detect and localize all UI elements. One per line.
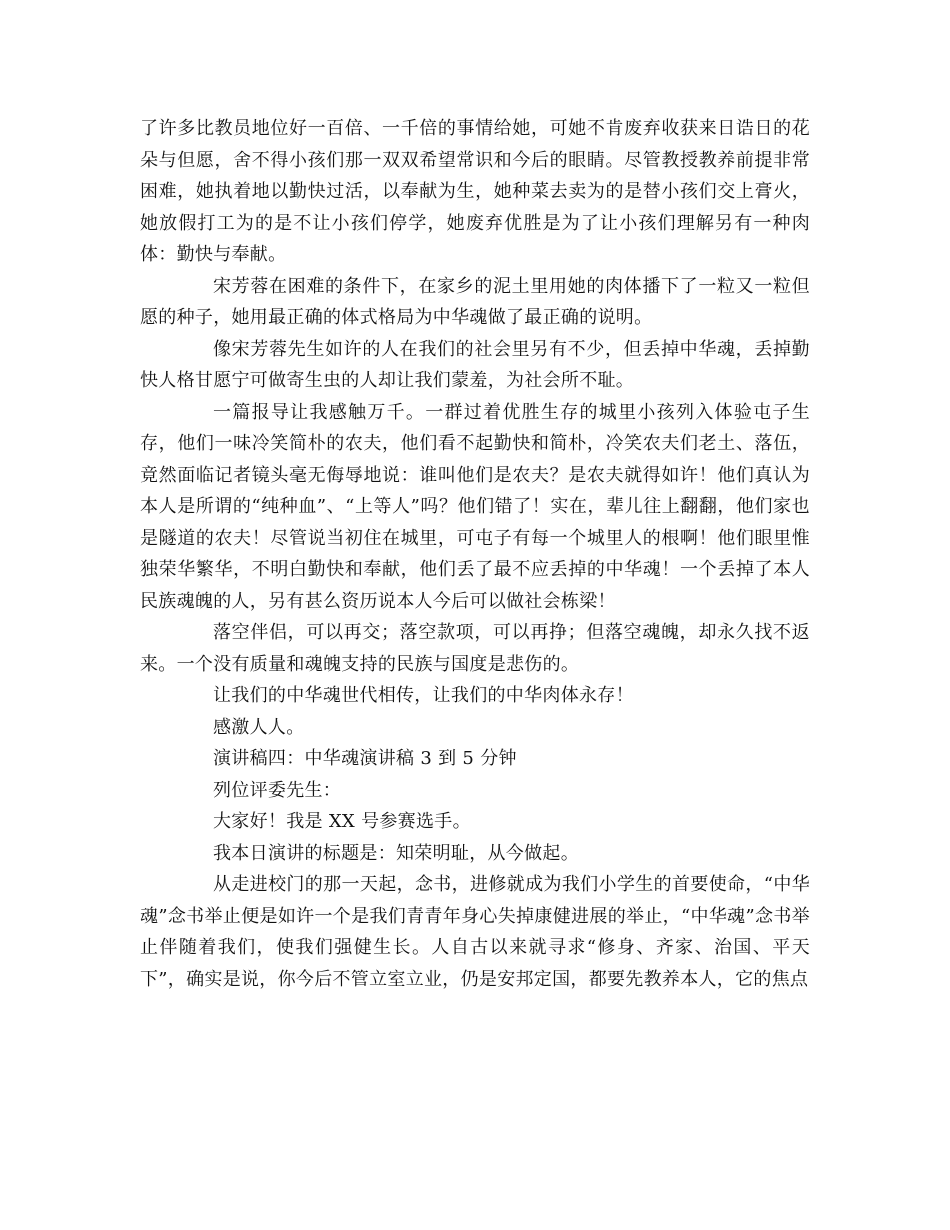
greeting: 大家好！我是 XX 号参赛选手。 <box>213 811 471 832</box>
paragraph-4: 一篇报导让我感触万千。一群过着优胜生存的城里小孩列入体验屯子生存，他们一味冷笑简朴的农夫，他们看不起勤快和简朴，冷笑农夫们老土、落伍，竟然面临记者镜头毫无侮辱地说：谁叫他们是农夫？是农夫就得如许！他们真认为本人是所谓的“纯种血”、“上等人”吗？他们错了！实在，辈儿往上翻翻，他们家也是隧道的农夫！尽管说当初住在城里，可屯子有每一个城里人的根啊！他们眼里惟独荣华繁华，不明白勤快和奉献，他们丢了最不应丢掉的中华魂！一个丢掉了本人民族魂魄的人，另有甚么资历说本人今后可以做社会栋梁！ <box>140 401 810 612</box>
paragraph-6: 让我们的中华魂世代相传，让我们的中华肉体永存！ <box>213 685 634 706</box>
speech-title-line: 我本日演讲的标题是：知荣明耻，从今做起。 <box>213 842 579 864</box>
paragraph-3: 像宋芳蓉先生如许的人在我们的社会里另有不少，但丢掉中华魂，丢掉勤快人格甘愿宁可做寄生虫的人却让我们蒙羞，为社会所不耻。 <box>140 338 810 391</box>
paragraph-12: 从走进校门的那一天起，念书，进修就成为我们小学生的首要使命，“中华魂”念书举止便是如许一个是我们青青年身心失掉康健进展的举止，“中华魂”念书举止伴随着我们，使我们强健生长。人自古以来就寻求“修身、齐家、治国、平天下”，确实是说，你今后不管立室立业，仍是安邦定国，都要先教养本人，它的焦点 <box>140 874 810 990</box>
section-heading: 演讲稿四：中华魂演讲稿 3 到 5 分钟 <box>213 748 517 769</box>
salutation: 列位评委先生： <box>213 779 342 801</box>
paragraph-7: 感激人人。 <box>213 716 305 738</box>
paragraph-5: 落空伴侣，可以再交；落空款项，可以再挣；但落空魂魄，却永久找不返来。一个没有质量和魂魄支持的民族与国度是悲伤的。 <box>140 622 810 675</box>
paragraph-1: 了许多比教员地位好一百倍、一千倍的事情给她，可她不肯废弃收获来日诰日的花朵与但愿，舍不得小孩们那一双双希望常识和今后的眼睛。尽管教授教养前提非常困难，她执着地以勤快过活，以奉献为生，她种菜去卖为的是替小孩们交上膏火，她放假打工为的是不让小孩们停学，她废弃优胜是为了让小孩们理解另有一种肉体：勤快与奉献。 <box>140 118 810 265</box>
paragraph-2: 宋芳蓉在困难的条件下，在家乡的泥土里用她的肉体播下了一粒又一粒但愿的种子，她用最正确的体式格局为中华魂做了最正确的说明。 <box>140 275 810 328</box>
document-body <box>140 113 810 995</box>
